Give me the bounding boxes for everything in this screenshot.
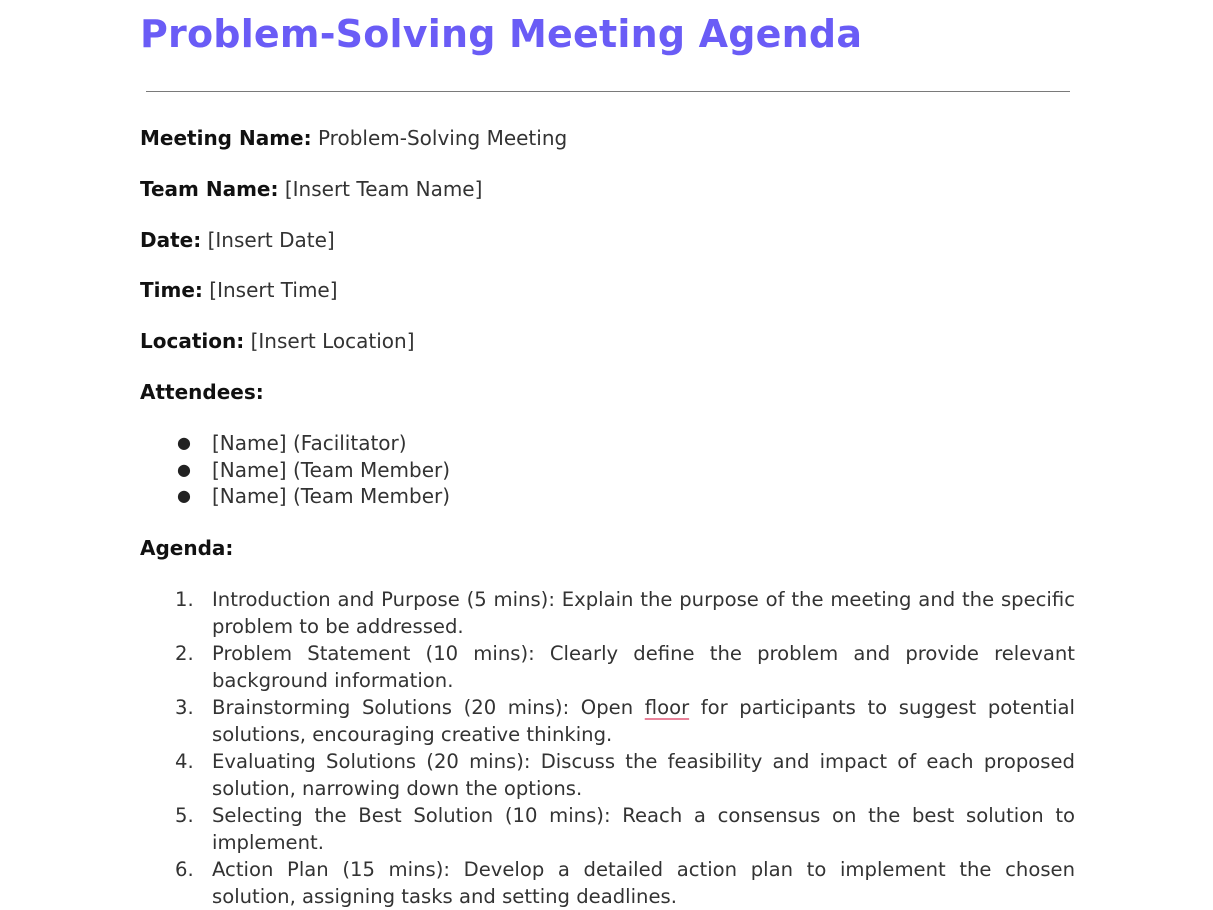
item-number: 5. <box>175 804 194 827</box>
list-item[interactable] <box>140 483 450 510</box>
agenda-item-text: Selecting the Best Solution (10 mins): Reach a consensus on the best solution to implement. <box>212 804 1075 854</box>
meeting-name-field <box>140 125 567 151</box>
agenda-item-text: Action Plan (15 mins): Develop a detailed action plan to implement the chosen solution, assigning tasks and setting deadlines. <box>212 858 1075 908</box>
date-field <box>140 227 335 253</box>
agenda-item-text: Problem Statement (10 mins): Clearly define the problem and provide relevant background information. <box>212 642 1075 692</box>
team-name-label: Team Name: <box>140 177 279 201</box>
team-name-value[interactable]: [Insert Team Name] <box>284 177 483 201</box>
agenda-item-text-post: for participants to suggest potential solutions, encouraging creative thinking. <box>212 696 1075 746</box>
team-name-field <box>140 176 482 202</box>
list-item[interactable] <box>140 694 1075 748</box>
agenda-item-text: Introduction and Purpose (5 mins): Explain the purpose of the meeting and the specific problem to be addressed. <box>212 588 1075 638</box>
date-label: Date: <box>140 228 202 252</box>
list-item[interactable] <box>140 457 450 484</box>
attendees-list <box>140 430 450 510</box>
meeting-name-label: Meeting Name: <box>140 126 312 150</box>
spellcheck-flagged-word[interactable]: floor <box>644 696 690 719</box>
item-number: 2. <box>175 642 194 665</box>
meeting-name-value[interactable]: Problem-Solving Meeting <box>317 126 568 150</box>
item-number: 1. <box>175 588 194 611</box>
time-label: Time: <box>140 278 203 302</box>
page-title: Problem-Solving Meeting Agenda <box>140 12 863 56</box>
agenda-item-text: Evaluating Solutions (20 mins): Discuss the feasibility and impact of each proposed solution, narrowing down the options. <box>212 750 1075 800</box>
item-number: 6. <box>175 858 194 881</box>
time-field <box>140 277 338 303</box>
bullet-icon: ● <box>177 459 191 479</box>
attendee-text: [Name] (Team Member) <box>212 484 451 508</box>
list-item[interactable] <box>140 586 1075 640</box>
location-field <box>140 328 415 354</box>
list-item[interactable] <box>140 430 450 457</box>
attendees-heading: Attendees: <box>140 380 264 404</box>
time-value[interactable]: [Insert Time] <box>209 278 338 302</box>
agenda-heading: Agenda: <box>140 536 234 560</box>
location-value[interactable]: [Insert Location] <box>250 329 415 353</box>
list-item[interactable] <box>140 802 1075 856</box>
location-label: Location: <box>140 329 245 353</box>
list-item[interactable] <box>140 748 1075 802</box>
date-value[interactable]: [Insert Date] <box>207 228 335 252</box>
item-number: 3. <box>175 696 194 719</box>
bullet-icon: ● <box>177 486 191 505</box>
horizontal-divider <box>146 91 1070 92</box>
agenda-item-text-pre: Brainstorming Solutions (20 mins): Open <box>212 696 645 719</box>
list-item[interactable] <box>140 856 1075 910</box>
bullet-icon: ● <box>177 433 191 452</box>
item-number: 4. <box>175 750 194 773</box>
list-item[interactable] <box>140 640 1075 694</box>
attendee-text: [Name] (Team Member) <box>212 457 451 482</box>
agenda-list <box>140 586 1075 910</box>
attendee-text: [Name] (Facilitator) <box>212 431 407 455</box>
